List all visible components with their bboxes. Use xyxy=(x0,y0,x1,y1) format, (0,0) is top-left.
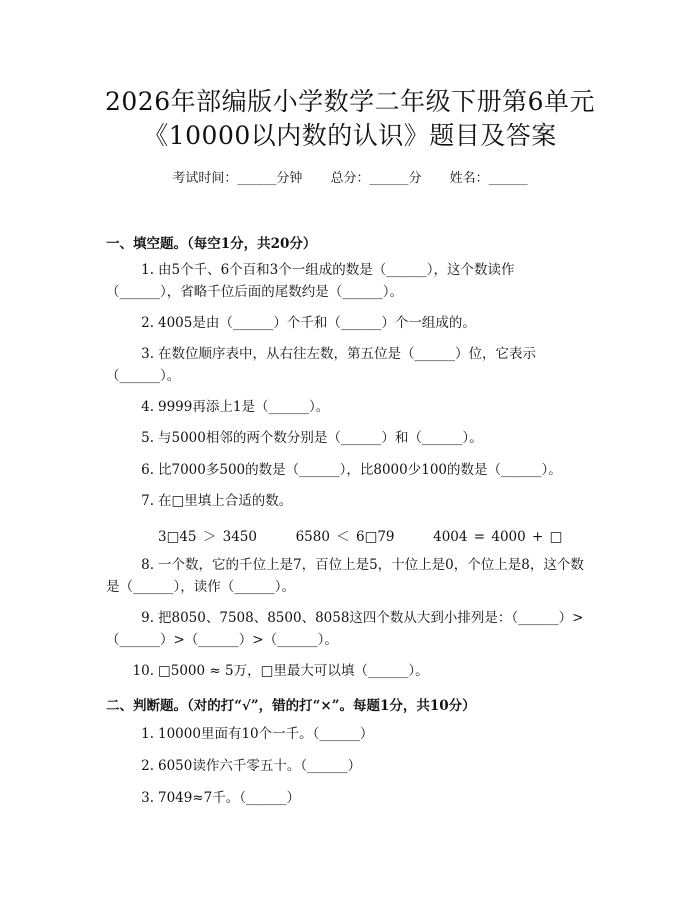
question-number: 2. xyxy=(141,758,154,774)
question-3 xyxy=(106,343,602,387)
question-text: 6050读作六千零五十。（______） xyxy=(158,758,362,774)
question-number: 9. xyxy=(141,610,154,626)
question-number: 8. xyxy=(141,557,154,573)
question-text: 与5000相邻的两个数分别是（______）和（______）。 xyxy=(158,430,483,446)
question-8 xyxy=(106,554,602,598)
question-text: 比7000多500的数是（______），比8000少100的数是（______）。 xyxy=(158,462,562,478)
judge-question-2 xyxy=(106,755,602,777)
question-text: 10000里面有10个一千。（______） xyxy=(158,726,374,742)
question-number: 5. xyxy=(141,430,154,446)
question-9 xyxy=(106,607,602,651)
question-number: 1. xyxy=(141,726,154,742)
question-number: 3. xyxy=(141,346,154,362)
question-text-cont: 是（______），读作（______）。 xyxy=(106,579,295,595)
exam-info xyxy=(0,167,700,186)
question-text: 把8050、7508、8500、8058这四个数从大到小排列是：（______）> xyxy=(158,610,584,626)
judge-question-1 xyxy=(106,723,602,745)
question-number: 7. xyxy=(141,493,154,509)
section-2-heading: 二、判断题。（对的打“√”，错的打“×”。每题1分，共10分） xyxy=(106,698,476,714)
q7-items xyxy=(158,525,562,545)
question-2 xyxy=(106,312,602,334)
question-7 xyxy=(106,490,602,512)
question-text: 在数位顺序表中，从右往左数，第五位是（______）位，它表示 xyxy=(158,346,536,362)
exam-score: 总分：______分 xyxy=(330,171,422,186)
question-1 xyxy=(106,259,602,303)
page-title-line-2: 《10000以内数的认识》题目及答案 xyxy=(143,121,557,150)
question-number: 6. xyxy=(141,462,154,478)
question-text: 一个数，它的千位上是7，百位上是5，十位上是0，个位上是8，这个数 xyxy=(158,557,584,573)
question-text: 9999再添上1是（______）。 xyxy=(158,399,330,415)
section-1-heading: 一、填空题。（每空1分，共20分） xyxy=(106,236,317,252)
q7-item: 3□45 ＞ 3450 xyxy=(158,529,257,545)
question-4 xyxy=(106,396,602,418)
question-number: 4. xyxy=(141,399,154,415)
q7-item: 6580 ＜ 6□79 xyxy=(295,529,395,545)
q7-item: 4004 = 4000 + □ xyxy=(433,529,563,545)
exam-name: 姓名：______ xyxy=(449,171,528,186)
question-text-cont: （______），省略千位后面的尾数约是（______）。 xyxy=(106,284,403,300)
question-text: 在□里填上合适的数。 xyxy=(158,493,293,509)
question-text: 由5个千、6个百和3个一组成的数是（______），这个数读作 xyxy=(158,262,515,278)
question-number: 1. xyxy=(141,262,154,278)
question-10 xyxy=(106,660,602,682)
question-text: 4005是由（______）个千和（______）个一组成的。 xyxy=(158,315,476,331)
question-text-cont: （______）。 xyxy=(106,368,181,384)
question-number: 10. xyxy=(132,663,154,679)
question-text: 7049≈7千。（______） xyxy=(158,790,301,806)
question-number: 3. xyxy=(141,790,154,806)
question-5 xyxy=(106,427,602,449)
page-title-line-1: 2026年部编版小学数学二年级下册第6单元 xyxy=(104,87,596,116)
judge-question-3 xyxy=(106,787,602,809)
exam-time: 考试时间：______分钟 xyxy=(172,171,303,186)
question-text: □5000 ≈ 5万，□里最大可以填（______）。 xyxy=(158,663,429,679)
question-number: 2. xyxy=(141,315,154,331)
question-text-cont: （______）>（______）>（______）。 xyxy=(106,632,338,648)
question-6 xyxy=(106,459,602,481)
